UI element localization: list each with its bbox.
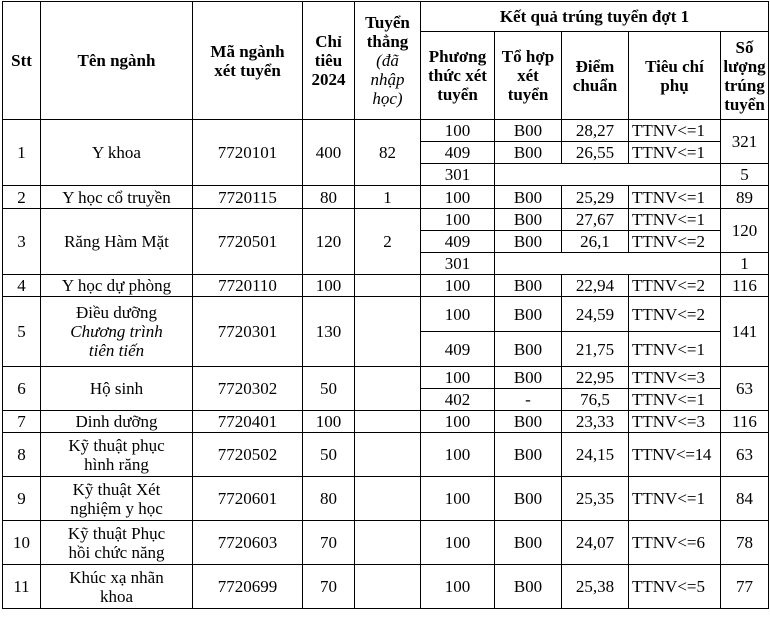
diem-chuan-cell: 22,94 — [562, 275, 629, 297]
to-hop-cell: B00 — [495, 332, 562, 367]
ten-nganh-cell — [41, 433, 193, 477]
tieu-chi-cell: TTNV<=1 — [629, 477, 721, 521]
ten-nganh-cell: Y khoa — [41, 120, 193, 186]
header-tuyen-thang — [355, 2, 421, 120]
diem-chuan-cell: 26,1 — [562, 231, 629, 253]
to-hop-cell: - — [495, 389, 562, 411]
table-row — [3, 275, 769, 297]
to-hop-cell: B00 — [495, 186, 562, 209]
tuyen-thang-cell — [355, 521, 421, 565]
header-tieu-chi — [629, 32, 721, 120]
table-row — [3, 433, 769, 477]
header-so-luong-line: trúng — [724, 75, 765, 95]
ten-nganh-program-line: Chương trình — [70, 322, 163, 341]
ten-nganh-line: Kỹ thuật Xét — [72, 479, 161, 499]
ma-nganh-cell: 7720301 — [193, 297, 303, 367]
tieu-chi-cell: TTNV<=6 — [629, 521, 721, 565]
diem-chuan-cell: 25,38 — [562, 565, 629, 609]
diem-chuan-cell: 76,5 — [562, 389, 629, 411]
tieu-chi-cell: TTNV<=14 — [629, 433, 721, 477]
chi-tieu-cell: 100 — [303, 275, 355, 297]
diem-chuan-cell: 24,15 — [562, 433, 629, 477]
tieu-chi-cell: TTNV<=1 — [629, 389, 721, 411]
to-hop-cell: B00 — [495, 231, 562, 253]
tieu-chi-cell: TTNV<=2 — [629, 275, 721, 297]
phuong-thuc-cell: 100 — [421, 433, 495, 477]
diem-chuan-cell: 24,07 — [562, 521, 629, 565]
chi-tieu-cell: 120 — [303, 209, 355, 275]
header-phuong-thuc-line: thức xét — [428, 66, 487, 85]
header-tuyen-thang-line: thẳng — [366, 32, 409, 51]
phuong-thuc-cell: 409 — [421, 332, 495, 367]
header-ten-nganh: Tên ngành — [41, 2, 193, 120]
stt-cell: 8 — [3, 433, 41, 477]
so-luong-cell: 5 — [721, 164, 769, 186]
tuyen-thang-cell — [355, 367, 421, 411]
phuong-thuc-cell: 100 — [421, 297, 495, 332]
stt-cell: 11 — [3, 565, 41, 609]
so-luong-cell: 120 — [721, 209, 769, 253]
ten-nganh-line: Điều dưỡng — [76, 303, 157, 322]
tuyen-thang-cell — [355, 275, 421, 297]
table-row — [3, 120, 769, 142]
ten-nganh-line: nghiệm y học — [70, 498, 163, 518]
header-phuong-thuc-line: Phương — [428, 47, 487, 66]
phuong-thuc-cell: 301 — [421, 253, 495, 275]
ten-nganh-line: hồi chức năng — [68, 542, 165, 562]
table-row — [3, 209, 769, 231]
header-phuong-thuc-line: tuyển — [437, 85, 478, 104]
diem-chuan-cell: 25,29 — [562, 186, 629, 209]
header-diem-chuan-line: Điểm — [575, 56, 615, 76]
chi-tieu-cell: 80 — [303, 477, 355, 521]
chi-tieu-cell: 100 — [303, 411, 355, 433]
stt-cell: 4 — [3, 275, 41, 297]
empty-cell — [495, 164, 721, 186]
so-luong-cell: 321 — [721, 120, 769, 164]
stt-cell: 7 — [3, 411, 41, 433]
tuyen-thang-cell — [355, 411, 421, 433]
ten-nganh-program-line: tiên tiến — [88, 341, 145, 360]
header-stt: Stt — [3, 2, 41, 120]
tuyen-thang-cell: 1 — [355, 186, 421, 209]
header-to-hop-line: tuyển — [507, 85, 549, 104]
header-tuyen-thang-line: Tuyển — [365, 13, 410, 32]
phuong-thuc-cell: 100 — [421, 120, 495, 142]
tuyen-thang-cell — [355, 565, 421, 609]
tuyen-thang-cell — [355, 297, 421, 367]
ten-nganh-cell: Y học cổ truyền — [41, 186, 193, 209]
header-chi-tieu-line: tiêu — [314, 51, 343, 70]
ten-nganh-cell: Răng Hàm Mặt — [41, 209, 193, 275]
ma-nganh-cell: 7720101 — [193, 120, 303, 186]
admission-results-table — [2, 1, 769, 609]
tieu-chi-cell: TTNV<=1 — [629, 186, 721, 209]
table-row — [3, 297, 769, 332]
header-ket-qua: Kết quả trúng tuyển đợt 1 — [421, 2, 769, 32]
so-luong-cell: 116 — [721, 275, 769, 297]
phuong-thuc-cell: 301 — [421, 164, 495, 186]
tieu-chi-cell: TTNV<=2 — [629, 231, 721, 253]
phuong-thuc-cell: 402 — [421, 389, 495, 411]
header-ma-nganh — [193, 2, 303, 120]
ten-nganh-line: Kỹ thuật phục — [68, 435, 165, 455]
table-row — [3, 477, 769, 521]
ten-nganh-line: hình răng — [84, 454, 149, 474]
header-so-luong-line: lượng — [723, 56, 766, 76]
header-to-hop — [495, 32, 562, 120]
ten-nganh-line: Kỹ thuật Phục — [67, 523, 166, 543]
phuong-thuc-cell: 100 — [421, 411, 495, 433]
header-ma-nganh-line: Mã ngành — [210, 41, 285, 61]
ma-nganh-cell: 7720699 — [193, 565, 303, 609]
table-row — [3, 411, 769, 433]
ten-nganh-cell: Y học dự phòng — [41, 275, 193, 297]
so-luong-cell: 78 — [721, 521, 769, 565]
header-chi-tieu — [303, 2, 355, 120]
header-diem-chuan-line: chuẩn — [572, 75, 618, 95]
header-tieu-chi-line: Tiêu chí — [645, 56, 704, 76]
header-tuyen-thang-note: (đã — [376, 51, 399, 70]
to-hop-cell: B00 — [495, 120, 562, 142]
so-luong-cell: 116 — [721, 411, 769, 433]
ten-nganh-line: khoa — [99, 586, 134, 606]
header-so-luong — [721, 32, 769, 120]
diem-chuan-cell: 21,75 — [562, 332, 629, 367]
chi-tieu-cell: 400 — [303, 120, 355, 186]
so-luong-cell: 77 — [721, 565, 769, 609]
to-hop-cell: B00 — [495, 142, 562, 164]
chi-tieu-cell: 70 — [303, 565, 355, 609]
to-hop-cell: B00 — [495, 477, 562, 521]
tieu-chi-cell: TTNV<=1 — [629, 120, 721, 142]
header-chi-tieu-line: 2024 — [311, 70, 346, 89]
so-luong-cell: 63 — [721, 367, 769, 411]
stt-cell: 3 — [3, 209, 41, 275]
tieu-chi-cell: TTNV<=2 — [629, 297, 721, 332]
table-row — [3, 521, 769, 565]
so-luong-cell: 84 — [721, 477, 769, 521]
tuyen-thang-cell: 82 — [355, 120, 421, 186]
ma-nganh-cell: 7720603 — [193, 521, 303, 565]
diem-chuan-cell: 22,95 — [562, 367, 629, 389]
to-hop-cell: B00 — [495, 411, 562, 433]
diem-chuan-cell: 26,55 — [562, 142, 629, 164]
stt-cell: 6 — [3, 367, 41, 411]
diem-chuan-cell: 23,33 — [562, 411, 629, 433]
diem-chuan-cell: 25,35 — [562, 477, 629, 521]
ten-nganh-cell: Hộ sinh — [41, 367, 193, 411]
to-hop-cell: B00 — [495, 521, 562, 565]
to-hop-cell: B00 — [495, 565, 562, 609]
so-luong-cell: 63 — [721, 433, 769, 477]
phuong-thuc-cell: 100 — [421, 275, 495, 297]
header-diem-chuan — [562, 32, 629, 120]
chi-tieu-cell: 130 — [303, 297, 355, 367]
to-hop-cell: B00 — [495, 433, 562, 477]
stt-cell: 1 — [3, 120, 41, 186]
phuong-thuc-cell: 100 — [421, 186, 495, 209]
ma-nganh-cell: 7720302 — [193, 367, 303, 411]
tieu-chi-cell: TTNV<=3 — [629, 367, 721, 389]
header-tieu-chi-line: phụ — [660, 75, 689, 95]
header-tuyen-thang-note: học) — [372, 89, 403, 108]
phuong-thuc-cell: 100 — [421, 367, 495, 389]
tieu-chi-cell: TTNV<=5 — [629, 565, 721, 609]
ten-nganh-cell: Dinh dưỡng — [41, 411, 193, 433]
header-to-hop-line: Tổ hợp — [501, 47, 555, 66]
stt-cell: 10 — [3, 521, 41, 565]
diem-chuan-cell: 27,67 — [562, 209, 629, 231]
header-row-1 — [3, 2, 769, 32]
so-luong-cell: 141 — [721, 297, 769, 367]
ma-nganh-cell: 7720601 — [193, 477, 303, 521]
phuong-thuc-cell: 409 — [421, 142, 495, 164]
tieu-chi-cell: TTNV<=1 — [629, 142, 721, 164]
header-phuong-thuc — [421, 32, 495, 120]
to-hop-cell: B00 — [495, 275, 562, 297]
ma-nganh-cell: 7720110 — [193, 275, 303, 297]
chi-tieu-cell: 50 — [303, 367, 355, 411]
ma-nganh-cell: 7720501 — [193, 209, 303, 275]
header-tuyen-thang-note: nhập — [370, 70, 405, 89]
ma-nganh-cell: 7720502 — [193, 433, 303, 477]
phuong-thuc-cell: 409 — [421, 231, 495, 253]
table-row — [3, 186, 769, 209]
tuyen-thang-cell — [355, 433, 421, 477]
stt-cell: 2 — [3, 186, 41, 209]
table-row — [3, 565, 769, 609]
diem-chuan-cell: 28,27 — [562, 120, 629, 142]
tieu-chi-cell: TTNV<=1 — [629, 332, 721, 367]
to-hop-cell: B00 — [495, 367, 562, 389]
header-chi-tieu-line: Chỉ — [315, 32, 342, 51]
header-so-luong-line: tuyển — [724, 94, 765, 114]
ten-nganh-line: Khúc xạ nhãn — [69, 567, 164, 587]
chi-tieu-cell: 70 — [303, 521, 355, 565]
ma-nganh-cell: 7720115 — [193, 186, 303, 209]
ten-nganh-cell — [41, 565, 193, 609]
tuyen-thang-cell: 2 — [355, 209, 421, 275]
diem-chuan-cell: 24,59 — [562, 297, 629, 332]
phuong-thuc-cell: 100 — [421, 565, 495, 609]
header-to-hop-line: xét — [517, 66, 539, 85]
stt-cell: 5 — [3, 297, 41, 367]
ten-nganh-cell — [41, 521, 193, 565]
so-luong-cell: 1 — [721, 253, 769, 275]
phuong-thuc-cell: 100 — [421, 477, 495, 521]
so-luong-cell: 89 — [721, 186, 769, 209]
tieu-chi-cell: TTNV<=3 — [629, 411, 721, 433]
table-row — [3, 367, 769, 389]
chi-tieu-cell: 50 — [303, 433, 355, 477]
to-hop-cell: B00 — [495, 297, 562, 332]
header-ma-nganh-line: xét tuyển — [214, 60, 281, 80]
phuong-thuc-cell: 100 — [421, 209, 495, 231]
header-so-luong-line: Số — [735, 37, 754, 57]
chi-tieu-cell: 80 — [303, 186, 355, 209]
ma-nganh-cell: 7720401 — [193, 411, 303, 433]
phuong-thuc-cell: 100 — [421, 521, 495, 565]
tieu-chi-cell: TTNV<=1 — [629, 209, 721, 231]
to-hop-cell: B00 — [495, 209, 562, 231]
ten-nganh-cell — [41, 297, 193, 367]
empty-cell — [495, 253, 721, 275]
tuyen-thang-cell — [355, 477, 421, 521]
stt-cell: 9 — [3, 477, 41, 521]
ten-nganh-cell — [41, 477, 193, 521]
